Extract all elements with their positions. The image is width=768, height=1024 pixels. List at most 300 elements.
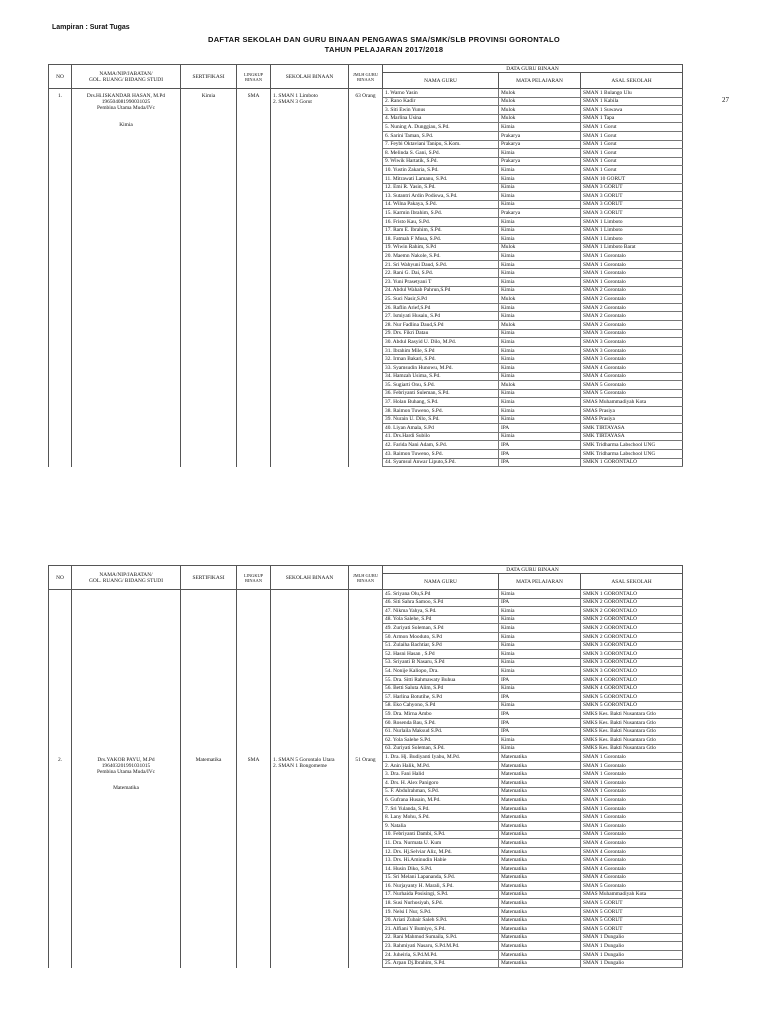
- guru-mapel: Mulok: [499, 321, 581, 330]
- guru-mapel: Matematika: [499, 839, 581, 848]
- guru-nama: 20. Maemn Nakole, S.Pd.: [383, 252, 499, 261]
- guru-asal: SMKN 2 GORONTALO: [581, 624, 683, 633]
- guru-asal: SMAN 1 Gorontalo: [581, 278, 683, 287]
- guru-nama: 5. Nuning A. Dunggiau, S.Pd.: [383, 123, 499, 132]
- guru-asal: SMAN 1 Limboto: [581, 235, 683, 244]
- guru-asal: SMAN 1 Dungalio: [581, 942, 683, 951]
- guru-nama: 2. Rano Kadir: [383, 97, 499, 106]
- guru-nama: 2. Anin Halik, M.Pd.: [383, 761, 499, 770]
- guru-asal: SMKS Kes. Bakti Nusantara Gtlo: [581, 718, 683, 727]
- guru-mapel: Kimia: [499, 364, 581, 373]
- guru-nama: 51. Zulaiha Bachtiar, S.Pd: [383, 641, 499, 650]
- guru-nama: 56. Betti Saluta Alim, S.Pd: [383, 684, 499, 693]
- sekolah-binaan-item: 1. SMAN 5 Gorontalo Utara: [273, 756, 335, 763]
- guru-mapel: Kimia: [499, 329, 581, 338]
- guru-nama: 16. Nurjayanty H. Marali, S.Pd.: [383, 882, 499, 891]
- empty-cell: [237, 590, 271, 753]
- guru-mapel: Mulok: [499, 97, 581, 106]
- col-data-guru: DATA GURU BINAAN: [383, 566, 683, 574]
- col-sertifikasi: SERTIFIKASI: [181, 65, 237, 89]
- guru-mapel: Kimia: [499, 286, 581, 295]
- guru-mapel: Matematika: [499, 753, 581, 762]
- guru-mapel: Prakarya: [499, 131, 581, 140]
- guru-mapel: Matematika: [499, 882, 581, 891]
- pengawas-jumlah: 63 Orang: [349, 89, 383, 467]
- guru-nama: 13. Drs. Hi.Aminudin Habie: [383, 856, 499, 865]
- guru-mapel: IPA: [499, 693, 581, 702]
- guru-nama: 6. Sarini Taman, S.Pd.: [383, 131, 499, 140]
- guru-nama: 14. Wilna Pakaya, S.Pd.: [383, 200, 499, 209]
- guru-mapel: Kimia: [499, 607, 581, 616]
- guru-mapel: Matematika: [499, 822, 581, 831]
- guru-mapel: Prakarya: [499, 140, 581, 149]
- guru-nama: 10. Yustin Zakaria, S.Pd.: [383, 166, 499, 175]
- guru-mapel: IPA: [499, 449, 581, 458]
- guru-nama: 8. Lany Mohu, S.Pd.: [383, 813, 499, 822]
- guru-asal: SMAN 1 Gorontalo: [581, 761, 683, 770]
- guru-mapel: Kimia: [499, 174, 581, 183]
- guru-asal: SMAN 2 Gorontalo: [581, 303, 683, 312]
- pengawas-no: 1.: [49, 89, 72, 467]
- sekolah-binaan-item: 2. SMAN 3 Gorut: [273, 99, 312, 106]
- guru-asal: SMAN 5 GORUT: [581, 925, 683, 934]
- guru-nama: 23. Rahmiyati Nasaru, S.Pd.M.Pd.: [383, 942, 499, 951]
- guru-nama: 7. Sri Yulanda, S.Pd.: [383, 804, 499, 813]
- guru-nama: 3. Dra. Fani Halid: [383, 770, 499, 779]
- guru-mapel: Kimia: [499, 338, 581, 347]
- guru-mapel: Kimia: [499, 252, 581, 261]
- guru-mapel: Kimia: [499, 415, 581, 424]
- guru-nama: 15. Karmin Ibrahim, S.Pd.: [383, 209, 499, 218]
- guru-asal: SMAN 2 Gorontalo: [581, 295, 683, 304]
- guru-asal: SMKN 1 GORONTALO: [581, 590, 683, 599]
- guru-asal: SMAN 3 Gorontalo: [581, 346, 683, 355]
- empty-cell: [181, 590, 237, 753]
- guru-asal: SMKN 2 GORONTALO: [581, 615, 683, 624]
- guru-asal: SMAN 1 Gorontalo: [581, 252, 683, 261]
- guru-asal: SMAN 3 Gorontalo: [581, 329, 683, 338]
- guru-asal: SMAN 1 Limboto: [581, 217, 683, 226]
- guru-nama: 20. Ariati Zubair Saleh S.Pd.: [383, 916, 499, 925]
- guru-mapel: IPA: [499, 675, 581, 684]
- pengawas-sekolah: [271, 753, 349, 968]
- guru-nama: 18. Susi Nurhosiyah, S.Pd.: [383, 899, 499, 908]
- guru-asal: SMAN 1 Gorontalo: [581, 260, 683, 269]
- guru-nama: 37. Holan Buhang, S.Pd.: [383, 398, 499, 407]
- guru-mapel: Matematika: [499, 950, 581, 959]
- guru-asal: SMAS Prasiya: [581, 415, 683, 424]
- guru-asal: SMAN 1 Gorontalo: [581, 269, 683, 278]
- guru-mapel: Mulok: [499, 114, 581, 123]
- col-mapel: MATA PELAJARAN: [499, 574, 581, 590]
- guru-nama: 63. Zuriyati Soleman, S.Pd.: [383, 744, 499, 753]
- guru-nama: 34. Hamzah Usima, S.Pd.: [383, 372, 499, 381]
- guru-mapel: Kimia: [499, 226, 581, 235]
- guru-mapel: IPA: [499, 441, 581, 450]
- col-no: NO: [49, 65, 72, 89]
- guru-mapel: Kimia: [499, 192, 581, 201]
- guru-asal: SMAN 4 Gorontalo: [581, 839, 683, 848]
- table-row: [49, 590, 683, 599]
- sekolah-binaan-item: 2. SMAN 1 Bongomeme: [273, 762, 327, 769]
- guru-nama: 12. Drs. Hj.Selviar Aliz, M.Pd.: [383, 847, 499, 856]
- guru-nama: 61. Nurlaila Maksud S.Pd.: [383, 727, 499, 736]
- guru-asal: SMAN 1 Kabila: [581, 97, 683, 106]
- guru-asal: SMAN 2 Gorontalo: [581, 312, 683, 321]
- guru-mapel: Mulok: [499, 243, 581, 252]
- table-row: [49, 753, 683, 762]
- guru-mapel: Matematika: [499, 779, 581, 788]
- guru-asal: SMAN 1 Suwawa: [581, 106, 683, 115]
- guru-mapel: Kimia: [499, 658, 581, 667]
- guru-asal: SMAN 3 GORUT: [581, 192, 683, 201]
- col-no: NO: [49, 566, 72, 590]
- guru-mapel: Kimia: [499, 650, 581, 659]
- guru-nama: 27. Ismiyati Husain, S.Pd: [383, 312, 499, 321]
- guru-nama: 40. Liyan Amala, S.Pd: [383, 424, 499, 433]
- guru-mapel: Matematika: [499, 925, 581, 934]
- guru-nama: 8. Melinda S. Gani, S.Pd.: [383, 149, 499, 158]
- guru-asal: SMAN 1 Gorontalo: [581, 753, 683, 762]
- guru-nama: 36. Febriyanti Suleman, S.Pd.: [383, 389, 499, 398]
- guru-asal: SMAN 1 Bulango Ulu: [581, 89, 683, 98]
- guru-asal: SMAN 1 Gorontalo: [581, 830, 683, 839]
- pengawas-identity: [72, 753, 181, 968]
- guru-mapel: Kimia: [499, 372, 581, 381]
- guru-asal: SMAN 1 Dungalio: [581, 959, 683, 968]
- guru-asal: SMAN 1 Dungalio: [581, 950, 683, 959]
- col-sertifikasi: SERTIFIKASI: [181, 566, 237, 590]
- guru-mapel: IPA: [499, 598, 581, 607]
- guru-mapel: Kimia: [499, 346, 581, 355]
- guru-asal: SMKN 3 GORONTALO: [581, 667, 683, 676]
- guru-nama: 45. Sriyana Olu,S.Pd: [383, 590, 499, 599]
- guru-asal: SMAN 1 Limboto Barat: [581, 243, 683, 252]
- guru-mapel: Matematika: [499, 899, 581, 908]
- col-nama: NAMA/NIP/JABATAN/ GOL. RUANG/ BIDANG STUDI: [72, 65, 181, 89]
- guru-nama: 30. Abdul Rasyid U. Dilo, M.Pd.: [383, 338, 499, 347]
- col-sekolah: SEKOLAH BINAAN: [271, 65, 349, 89]
- guru-nama: 11. Dra. Nurmata U. Kum: [383, 839, 499, 848]
- guru-nama: 24. Abdul Wahab Pahrun,S.Pd: [383, 286, 499, 295]
- guru-mapel: Kimia: [499, 736, 581, 745]
- guru-asal: SMAN 5 GORUT: [581, 899, 683, 908]
- guru-nama: 59. Dra. Mirna Ambo: [383, 710, 499, 719]
- guru-mapel: Matematika: [499, 856, 581, 865]
- guru-asal: SMAN 1 Gorontalo: [581, 787, 683, 796]
- guru-asal: SMAN 3 Gorontalo: [581, 338, 683, 347]
- guru-mapel: Kimia: [499, 615, 581, 624]
- guru-nama: 38. Raimon Tuweno, S.Pd.: [383, 406, 499, 415]
- guru-nama: 48. Yola Salehe, S.Pd: [383, 615, 499, 624]
- guru-asal: SMAS Muhammadiyah Kota: [581, 398, 683, 407]
- guru-nama: 22. Rani G. Dai, S.Pd.: [383, 269, 499, 278]
- guru-nama: 5. F. Abdulrahman, S.Pd.: [383, 787, 499, 796]
- guru-nama: 24. Juheiria, S.Pd.M.Pd.: [383, 950, 499, 959]
- guru-asal: SMKN 2 GORONTALO: [581, 607, 683, 616]
- guru-mapel: Kimia: [499, 355, 581, 364]
- guru-mapel: Matematika: [499, 959, 581, 968]
- guru-asal: SMKN 5 GORONTALO: [581, 693, 683, 702]
- guru-mapel: Kimia: [499, 183, 581, 192]
- guru-nama: 17. Nurhaida Posisingi, S.Pd.: [383, 890, 499, 899]
- guru-asal: SMAN 1 Limboto: [581, 226, 683, 235]
- col-asal: ASAL SEKOLAH: [581, 73, 683, 89]
- pengawas-bidang: Kimia: [119, 121, 133, 128]
- guru-asal: SMAN 3 GORUT: [581, 183, 683, 192]
- guru-mapel: Kimia: [499, 200, 581, 209]
- guru-nama: 52. Hasni Hasan , S.Pd: [383, 650, 499, 659]
- empty-cell: [49, 590, 72, 753]
- pengawas-nip: 196403201991031015: [101, 762, 151, 769]
- pengawas-name: Drs.YAKOB PAYU, M.Pd: [97, 756, 155, 763]
- guru-nama: 26. Raflin Arief,S.Pd: [383, 303, 499, 312]
- guru-mapel: Matematika: [499, 942, 581, 951]
- pengawas-identity: [72, 89, 181, 467]
- guru-mapel: Kimia: [499, 235, 581, 244]
- guru-nama: 21. Alfiani Y Bumiyo, S.Pd.: [383, 925, 499, 934]
- guru-mapel: Kimia: [499, 701, 581, 710]
- guru-asal: SMAN 1 Tapa: [581, 114, 683, 123]
- col-sekolah: SEKOLAH BINAAN: [271, 566, 349, 590]
- guru-mapel: IPA: [499, 424, 581, 433]
- guru-asal: SMKN 4 GORONTALO: [581, 684, 683, 693]
- guru-asal: SMAN 1 Gorontalo: [581, 813, 683, 822]
- guru-nama: 1. Warno Yasin: [383, 89, 499, 98]
- guru-nama: 44. Syamsul Anwar Liputo,S.Pd.: [383, 458, 499, 467]
- guru-asal: SMK Tridharma Labschool UNG: [581, 449, 683, 458]
- lampiran-label: Lampiran : Surat Tugas: [52, 24, 130, 31]
- col-mapel: MATA PELAJARAN: [499, 73, 581, 89]
- guru-nama: 50. Armon Mooduto, S.Pd: [383, 632, 499, 641]
- col-nama-guru: NAMA GURU: [383, 574, 499, 590]
- guru-nama: 57. Harlina Botutihe, S.Pd: [383, 693, 499, 702]
- spacer: [74, 775, 178, 785]
- guru-asal: SMAN 5 Gorontalo: [581, 882, 683, 891]
- empty-cell: [72, 590, 181, 753]
- guru-asal: SMAN 4 Gorontalo: [581, 856, 683, 865]
- guru-nama: 9. Wiwik Hartatik, S.Pd.: [383, 157, 499, 166]
- guru-nama: 9. Natalia: [383, 822, 499, 831]
- guru-asal: SMAN 1 Dungalio: [581, 933, 683, 942]
- guru-mapel: Prakarya: [499, 157, 581, 166]
- guru-mapel: Kimia: [499, 684, 581, 693]
- guru-asal: SMK TIRTAYASA: [581, 424, 683, 433]
- guru-nama: 19. Nelsi I Nur, S.Pd.: [383, 907, 499, 916]
- guru-mapel: Matematika: [499, 761, 581, 770]
- guru-nama: 39. Nurain U. Dilo, S.Pd.: [383, 415, 499, 424]
- guru-nama: 53. Sriyanti B Nasaru, S.Pd: [383, 658, 499, 667]
- guru-mapel: Kimia: [499, 217, 581, 226]
- guru-asal: SMKN 2 GORONTALO: [581, 598, 683, 607]
- guru-mapel: Matematika: [499, 804, 581, 813]
- col-nama-guru: NAMA GURU: [383, 73, 499, 89]
- guru-nama: 54. Nonije Kaliopo, Dra.: [383, 667, 499, 676]
- guru-asal: SMAN 3 GORUT: [581, 209, 683, 218]
- pengawas-sertifikasi: Matematika: [181, 753, 237, 968]
- spacer: [74, 112, 178, 122]
- guru-asal: SMKN 3 GORONTALO: [581, 650, 683, 659]
- guru-nama: 25. Arpan Dj.Ibrahim, S.Pd.: [383, 959, 499, 968]
- guru-nama: 58. Eko Cahyono, S.Pd: [383, 701, 499, 710]
- guru-mapel: Kimia: [499, 166, 581, 175]
- guru-asal: SMKN 4 GORONTALO: [581, 675, 683, 684]
- guru-nama: 43. Raimon Tuweno, S.Pd.: [383, 449, 499, 458]
- guru-asal: SMAN 1 Gorontalo: [581, 770, 683, 779]
- guru-nama: 13. Sutantri Ardin Podiswa, S.Pd.: [383, 192, 499, 201]
- guru-asal: SMKN 2 GORONTALO: [581, 632, 683, 641]
- guru-mapel: Kimia: [499, 632, 581, 641]
- guru-nama: 31. Ibrahim Mile, S.Pd: [383, 346, 499, 355]
- pengawas-sekolah: [271, 89, 349, 467]
- guru-asal: SMAN 3 GORUT: [581, 200, 683, 209]
- guru-nama: 23. Yuni Prasetyani T: [383, 278, 499, 287]
- guru-asal: SMAN 1 Gorut: [581, 140, 683, 149]
- col-jumlah: JMLH GURU BINAAN: [349, 566, 383, 590]
- guru-nama: 17. Ram E. Ibrahim, S.Pd.: [383, 226, 499, 235]
- guru-mapel: Matematika: [499, 916, 581, 925]
- guru-nama: 35. Sugiarti Onu, S.Pd.: [383, 381, 499, 390]
- guru-asal: SMAN 1 Gorontalo: [581, 779, 683, 788]
- guru-asal: SMAN 1 Gorut: [581, 149, 683, 158]
- guru-asal: SMAN 2 Gorontalo: [581, 286, 683, 295]
- guru-nama: 42. Farida Nani Adam, S.Pd.: [383, 441, 499, 450]
- guru-nama: 1. Dra. Hj. Budiyanti Iyabu, M.Pd.: [383, 753, 499, 762]
- guru-nama: 14. Husin Diko, S.Pd.: [383, 865, 499, 874]
- guru-mapel: Matematika: [499, 847, 581, 856]
- guru-mapel: Kimia: [499, 123, 581, 132]
- guru-mapel: Kimia: [499, 744, 581, 753]
- guru-mapel: Matematika: [499, 933, 581, 942]
- guru-asal: SMAN 5 GORUT: [581, 907, 683, 916]
- pengawas-nip: 196504081990031025: [101, 99, 151, 106]
- guru-mapel: Prakarya: [499, 209, 581, 218]
- guru-asal: SMAN 1 Gorontalo: [581, 804, 683, 813]
- guru-mapel: Mulok: [499, 381, 581, 390]
- guru-nama: 33. Syamsudin Hunowu, M.Pd.: [383, 364, 499, 373]
- guru-asal: SMAN 2 Gorontalo: [581, 321, 683, 330]
- guru-mapel: Kimia: [499, 149, 581, 158]
- guru-nama: 3. Siti Ewin Yunus: [383, 106, 499, 115]
- guru-asal: SMAN 4 Gorontalo: [581, 865, 683, 874]
- guru-asal: SMKN 5 GORONTALO: [581, 701, 683, 710]
- pengawas-jabatan: Pembina Utama Muda/IVc: [96, 769, 156, 776]
- guru-mapel: Matematika: [499, 907, 581, 916]
- empty-cell: [349, 590, 383, 753]
- guru-asal: SMAN 1 Gorut: [581, 157, 683, 166]
- col-lingkup: LINGKUP BINAAN: [237, 65, 271, 89]
- pengawas-bidang: Matematika: [113, 785, 139, 792]
- guru-nama: 4. Marlina Usina: [383, 114, 499, 123]
- guru-asal: SMAN 1 Gorontalo: [581, 822, 683, 831]
- guru-nama: 55. Dra. Sitti Rahmawaty Buhua: [383, 675, 499, 684]
- guru-asal: SMAN 5 GORUT: [581, 916, 683, 925]
- guru-mapel: Kimia: [499, 432, 581, 441]
- guru-asal: SMKS Kes. Bakti Nusantara Gtlo: [581, 744, 683, 753]
- guru-mapel: Kimia: [499, 389, 581, 398]
- guru-mapel: Kimia: [499, 590, 581, 599]
- guru-nama: 29. Drs. Fikri Datau: [383, 329, 499, 338]
- guru-mapel: Kimia: [499, 260, 581, 269]
- guru-asal: SMAN 4 Gorontalo: [581, 364, 683, 373]
- guru-asal: SMAN 10 GORUT: [581, 174, 683, 183]
- guru-asal: SMKS Kes. Bakti Nusantara Gtlo: [581, 727, 683, 736]
- guru-nama: 4. Drs. H. Alex Panigoro: [383, 779, 499, 788]
- guru-mapel: Matematika: [499, 787, 581, 796]
- guru-nama: 11. Mitrawati Lamanu, S.Pd.: [383, 174, 499, 183]
- guru-mapel: Kimia: [499, 398, 581, 407]
- guru-mapel: Matematika: [499, 813, 581, 822]
- guru-asal: SMAN 5 Gorontalo: [581, 381, 683, 390]
- document-subtitle: TAHUN PELAJARAN 2017/2018: [324, 45, 444, 54]
- guru-nama: 21. Sri Wahyuni Daud, S.Pd.: [383, 260, 499, 269]
- guru-mapel: Kimia: [499, 303, 581, 312]
- guru-asal: SMAN 4 Gorontalo: [581, 847, 683, 856]
- guru-nama: 49. Zuriyati Soleman, S.Pd: [383, 624, 499, 633]
- col-data-guru: DATA GURU BINAAN: [383, 65, 683, 73]
- guru-asal: SMAN 1 Gorut: [581, 131, 683, 140]
- guru-mapel: Matematika: [499, 865, 581, 874]
- guru-mapel: IPA: [499, 727, 581, 736]
- guru-mapel: Kimia: [499, 269, 581, 278]
- guru-asal: SMAS Prasiya: [581, 406, 683, 415]
- table-row: [49, 89, 683, 98]
- guru-mapel: Matematika: [499, 873, 581, 882]
- guru-nama: 16. Fristo Kau, S.Pd.: [383, 217, 499, 226]
- page-number: 27: [722, 96, 729, 104]
- guru-nama: 12. Emi R. Yasin, S.Pd.: [383, 183, 499, 192]
- guru-asal: SMAN 1 Gorut: [581, 166, 683, 175]
- guru-mapel: Mulok: [499, 106, 581, 115]
- guru-mapel: Kimia: [499, 641, 581, 650]
- guru-nama: 41. Drs.Hardi Subilo: [383, 432, 499, 441]
- col-jumlah: JMLH GURU BINAAN: [349, 65, 383, 89]
- empty-cell: [271, 590, 349, 753]
- document-title: DAFTAR SEKOLAH DAN GURU BINAAN PENGAWAS SMA/SMK/SLB PROVINSI GORONTALO: [208, 35, 560, 44]
- guru-asal: SMAS Muhammadiyah Kota: [581, 890, 683, 899]
- guru-asal: SMKN 1 GORONTALO: [581, 458, 683, 467]
- guru-mapel: Kimia: [499, 406, 581, 415]
- guru-nama: 7. Feybi Oktaviani Tanipu, S.Kom.: [383, 140, 499, 149]
- guru-mapel: Kimia: [499, 312, 581, 321]
- guru-nama: 22. Rani Mahmud Sumaila, S.Pd.: [383, 933, 499, 942]
- pengawas-lingkup: SMA: [237, 89, 271, 467]
- guru-nama: 6. Gufrana Husain, M.Pd.: [383, 796, 499, 805]
- guru-nama: 47. Nikma Yahya, S.Pd.: [383, 607, 499, 616]
- guru-asal: SMKN 3 GORONTALO: [581, 658, 683, 667]
- pengawas-lingkup: SMA: [237, 753, 271, 968]
- col-nama: NAMA/NIP/JABATAN/ GOL. RUANG/ BIDANG STUDI: [72, 566, 181, 590]
- guru-mapel: Matematika: [499, 890, 581, 899]
- guru-mapel: IPA: [499, 710, 581, 719]
- pengawas-jabatan: Pembina Utama Muda/IVc: [96, 105, 156, 112]
- guru-nama: 32. Irman Bakari, S.Pd.: [383, 355, 499, 364]
- guru-asal: SMKS Kes. Bakti Nusantara Gtlo: [581, 736, 683, 745]
- guru-mapel: Mulok: [499, 89, 581, 98]
- guru-nama: 19. Wiwin Rahim, S.Pd: [383, 243, 499, 252]
- pengawas-sertifikasi: Kimia: [181, 89, 237, 467]
- guru-asal: SMAN 5 Gorontalo: [581, 389, 683, 398]
- guru-asal: SMAN 4 Gorontalo: [581, 372, 683, 381]
- guru-mapel: Kimia: [499, 278, 581, 287]
- guru-mapel: IPA: [499, 458, 581, 467]
- pengawas-no: 2.: [49, 753, 72, 968]
- guru-binaan-table-2: [48, 565, 683, 968]
- guru-mapel: Matematika: [499, 830, 581, 839]
- guru-nama: 62. Yola Salehe S.Pd.: [383, 736, 499, 745]
- sekolah-binaan-item: 1. SMAN 1 Limboto: [273, 93, 318, 99]
- guru-asal: SMKS Kes. Bakti Nusantara Gtlo: [581, 710, 683, 719]
